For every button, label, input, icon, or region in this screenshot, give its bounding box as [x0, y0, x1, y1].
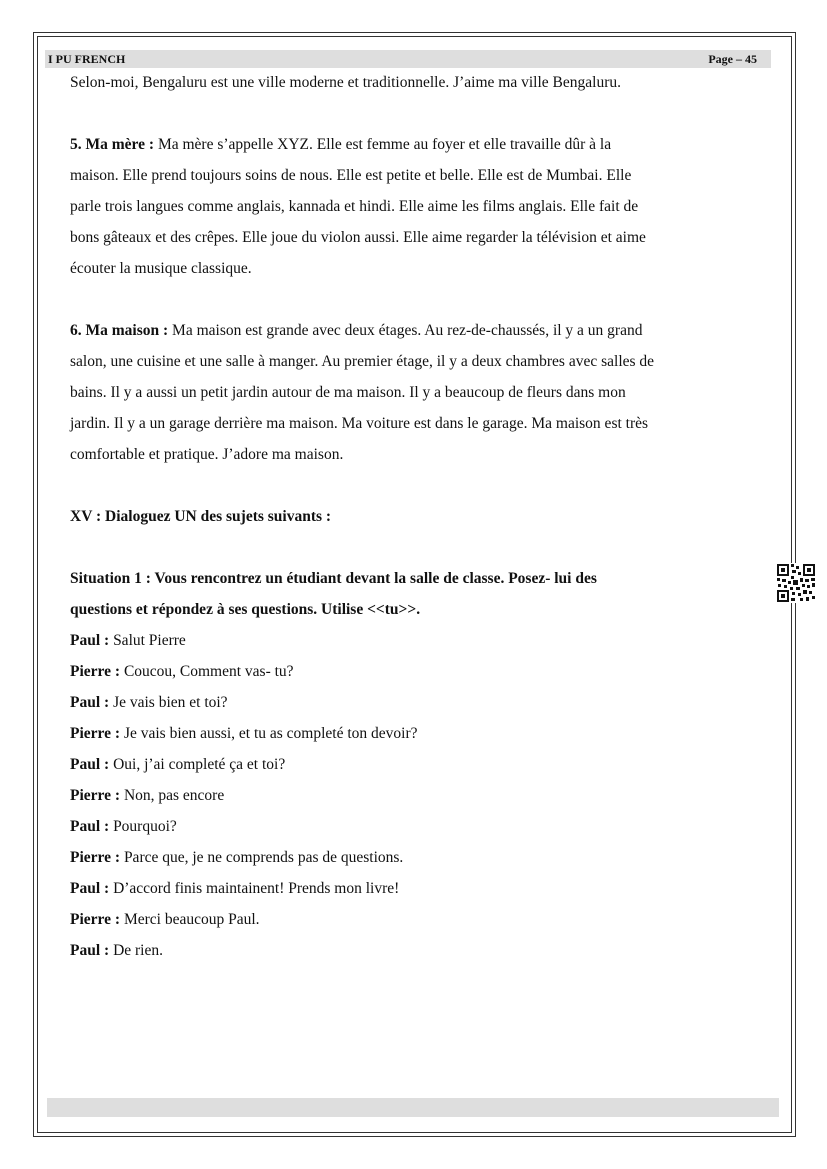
dialogue-text: Je vais bien et toi?: [113, 694, 228, 711]
paragraph-line: parle trois langues comme anglais, kannada et hindi. Elle aime les films anglais. Elle fait de: [70, 198, 639, 215]
dialogue-text: Salut Pierre: [113, 632, 186, 649]
paragraph-text: est femme au foyer et elle travaille dûr à la: [341, 136, 612, 153]
speaker-name: Paul :: [70, 818, 114, 835]
paragraph-line: [70, 129, 770, 160]
dialogue-line: [70, 656, 770, 687]
paragraph-line: salon, une cuisine et une salle à manger. Au premier étage, il y a deux chambres avec salles de: [70, 353, 655, 370]
page-footer: [47, 1098, 779, 1117]
paragraph-text: ma maison.: [267, 446, 344, 463]
paragraph-line: jardin. Il y a un garage derrière ma maison. Ma voiture est dans le garage. Ma maison est très: [70, 415, 649, 432]
section-heading: 5. Ma mère :: [70, 136, 158, 153]
dialogue-line: [70, 873, 770, 904]
intro-text-b: traditionnelle. J’aime ma ville: [362, 74, 549, 91]
paragraph-line: [70, 315, 770, 346]
dialogue-line: [70, 718, 770, 749]
intro-text-c: Bengaluru.: [548, 74, 621, 91]
dialogue-text: Merci beaucoup Paul.: [123, 911, 260, 928]
dialogue-text: Non, pas encore: [123, 787, 225, 804]
speaker-name: Paul :: [70, 942, 114, 959]
section-lead: Ma mère s’appelle XYZ. Elle: [157, 136, 342, 153]
document-body: [70, 67, 770, 966]
dialogue-line: [70, 904, 770, 935]
dialogue-text: Parce que, je ne comprends pas de questions.: [123, 849, 404, 866]
section-heading: 6. Ma maison :: [70, 322, 173, 339]
speaker-name: Pierre :: [70, 787, 124, 804]
dialogue-text: Pourquoi?: [113, 818, 177, 835]
dialogue-text: De rien.: [113, 942, 163, 959]
course-title: I PU FRENCH: [48, 52, 126, 66]
speaker-name: Paul :: [70, 880, 114, 897]
speaker-name: Paul :: [70, 694, 114, 711]
dialogue-line: [70, 842, 770, 873]
speaker-name: Paul :: [70, 756, 114, 773]
paragraph-line: écouter la musique classique.: [70, 260, 252, 277]
dialogue-line: [70, 811, 770, 842]
speaker-name: Pierre :: [70, 911, 124, 928]
speaker-name: Pierre :: [70, 663, 124, 680]
paragraph-line: bons gâteaux et des crêpes. Elle joue du violon aussi. Elle aime regarder la télévision et aime: [70, 229, 646, 246]
section-ma-mere: [70, 129, 770, 284]
dialogue-line: [70, 687, 770, 718]
section-ma-maison: [70, 315, 770, 470]
qr-code-icon: [776, 563, 816, 603]
paragraph-text: comfortable et pratique.: [70, 446, 223, 463]
dialogue-text: D’accord finis maintainent! Prends mon livre!: [113, 880, 400, 897]
dialogue-line: [70, 749, 770, 780]
situation-prompt: Situation 1 : Vous rencontrez un étudiant devant la salle de classe. Posez- lui des: [70, 570, 597, 587]
dialogue-text: Coucou, Comment vas- tu?: [123, 663, 294, 680]
dialogue-line: [70, 780, 770, 811]
page-header: [45, 50, 771, 68]
dialogue: [70, 625, 770, 966]
speaker-name: Paul :: [70, 632, 114, 649]
situation-prompt: questions et répondez à ses questions. Utilise <<tu>>.: [70, 601, 421, 618]
intro-line: [70, 67, 770, 98]
dialogue-line: [70, 935, 770, 966]
dialogue-text: Je vais bien aussi, et tu as completé ton devoir?: [123, 725, 418, 742]
speaker-name: Pierre :: [70, 725, 124, 742]
intro-text-a: Selon-moi, Bengaluru est une ville moderne et: [70, 74, 363, 91]
exercise-heading: XV : Dialoguez UN des sujets suivants :: [70, 508, 332, 525]
paragraph-text: J’adore: [222, 446, 268, 463]
dialogue-line: [70, 625, 770, 656]
paragraph-line: bains. Il y a aussi un petit jardin autour de ma maison. Il y a beaucoup de fleurs dans mon: [70, 384, 626, 401]
page-number: Page – 45: [708, 52, 757, 66]
dialogue-text: Oui, j’ai completé ça et toi?: [113, 756, 286, 773]
paragraph-line: maison. Elle prend toujours soins de nous. Elle est petite et belle. Elle est de Mumbai. Elle: [70, 167, 632, 184]
paragraph-line: [70, 439, 770, 470]
paragraph-text: Ma maison est grande avec deux étages. Au rez-de-chaussés, il y a un grand: [172, 322, 643, 339]
speaker-name: Pierre :: [70, 849, 124, 866]
